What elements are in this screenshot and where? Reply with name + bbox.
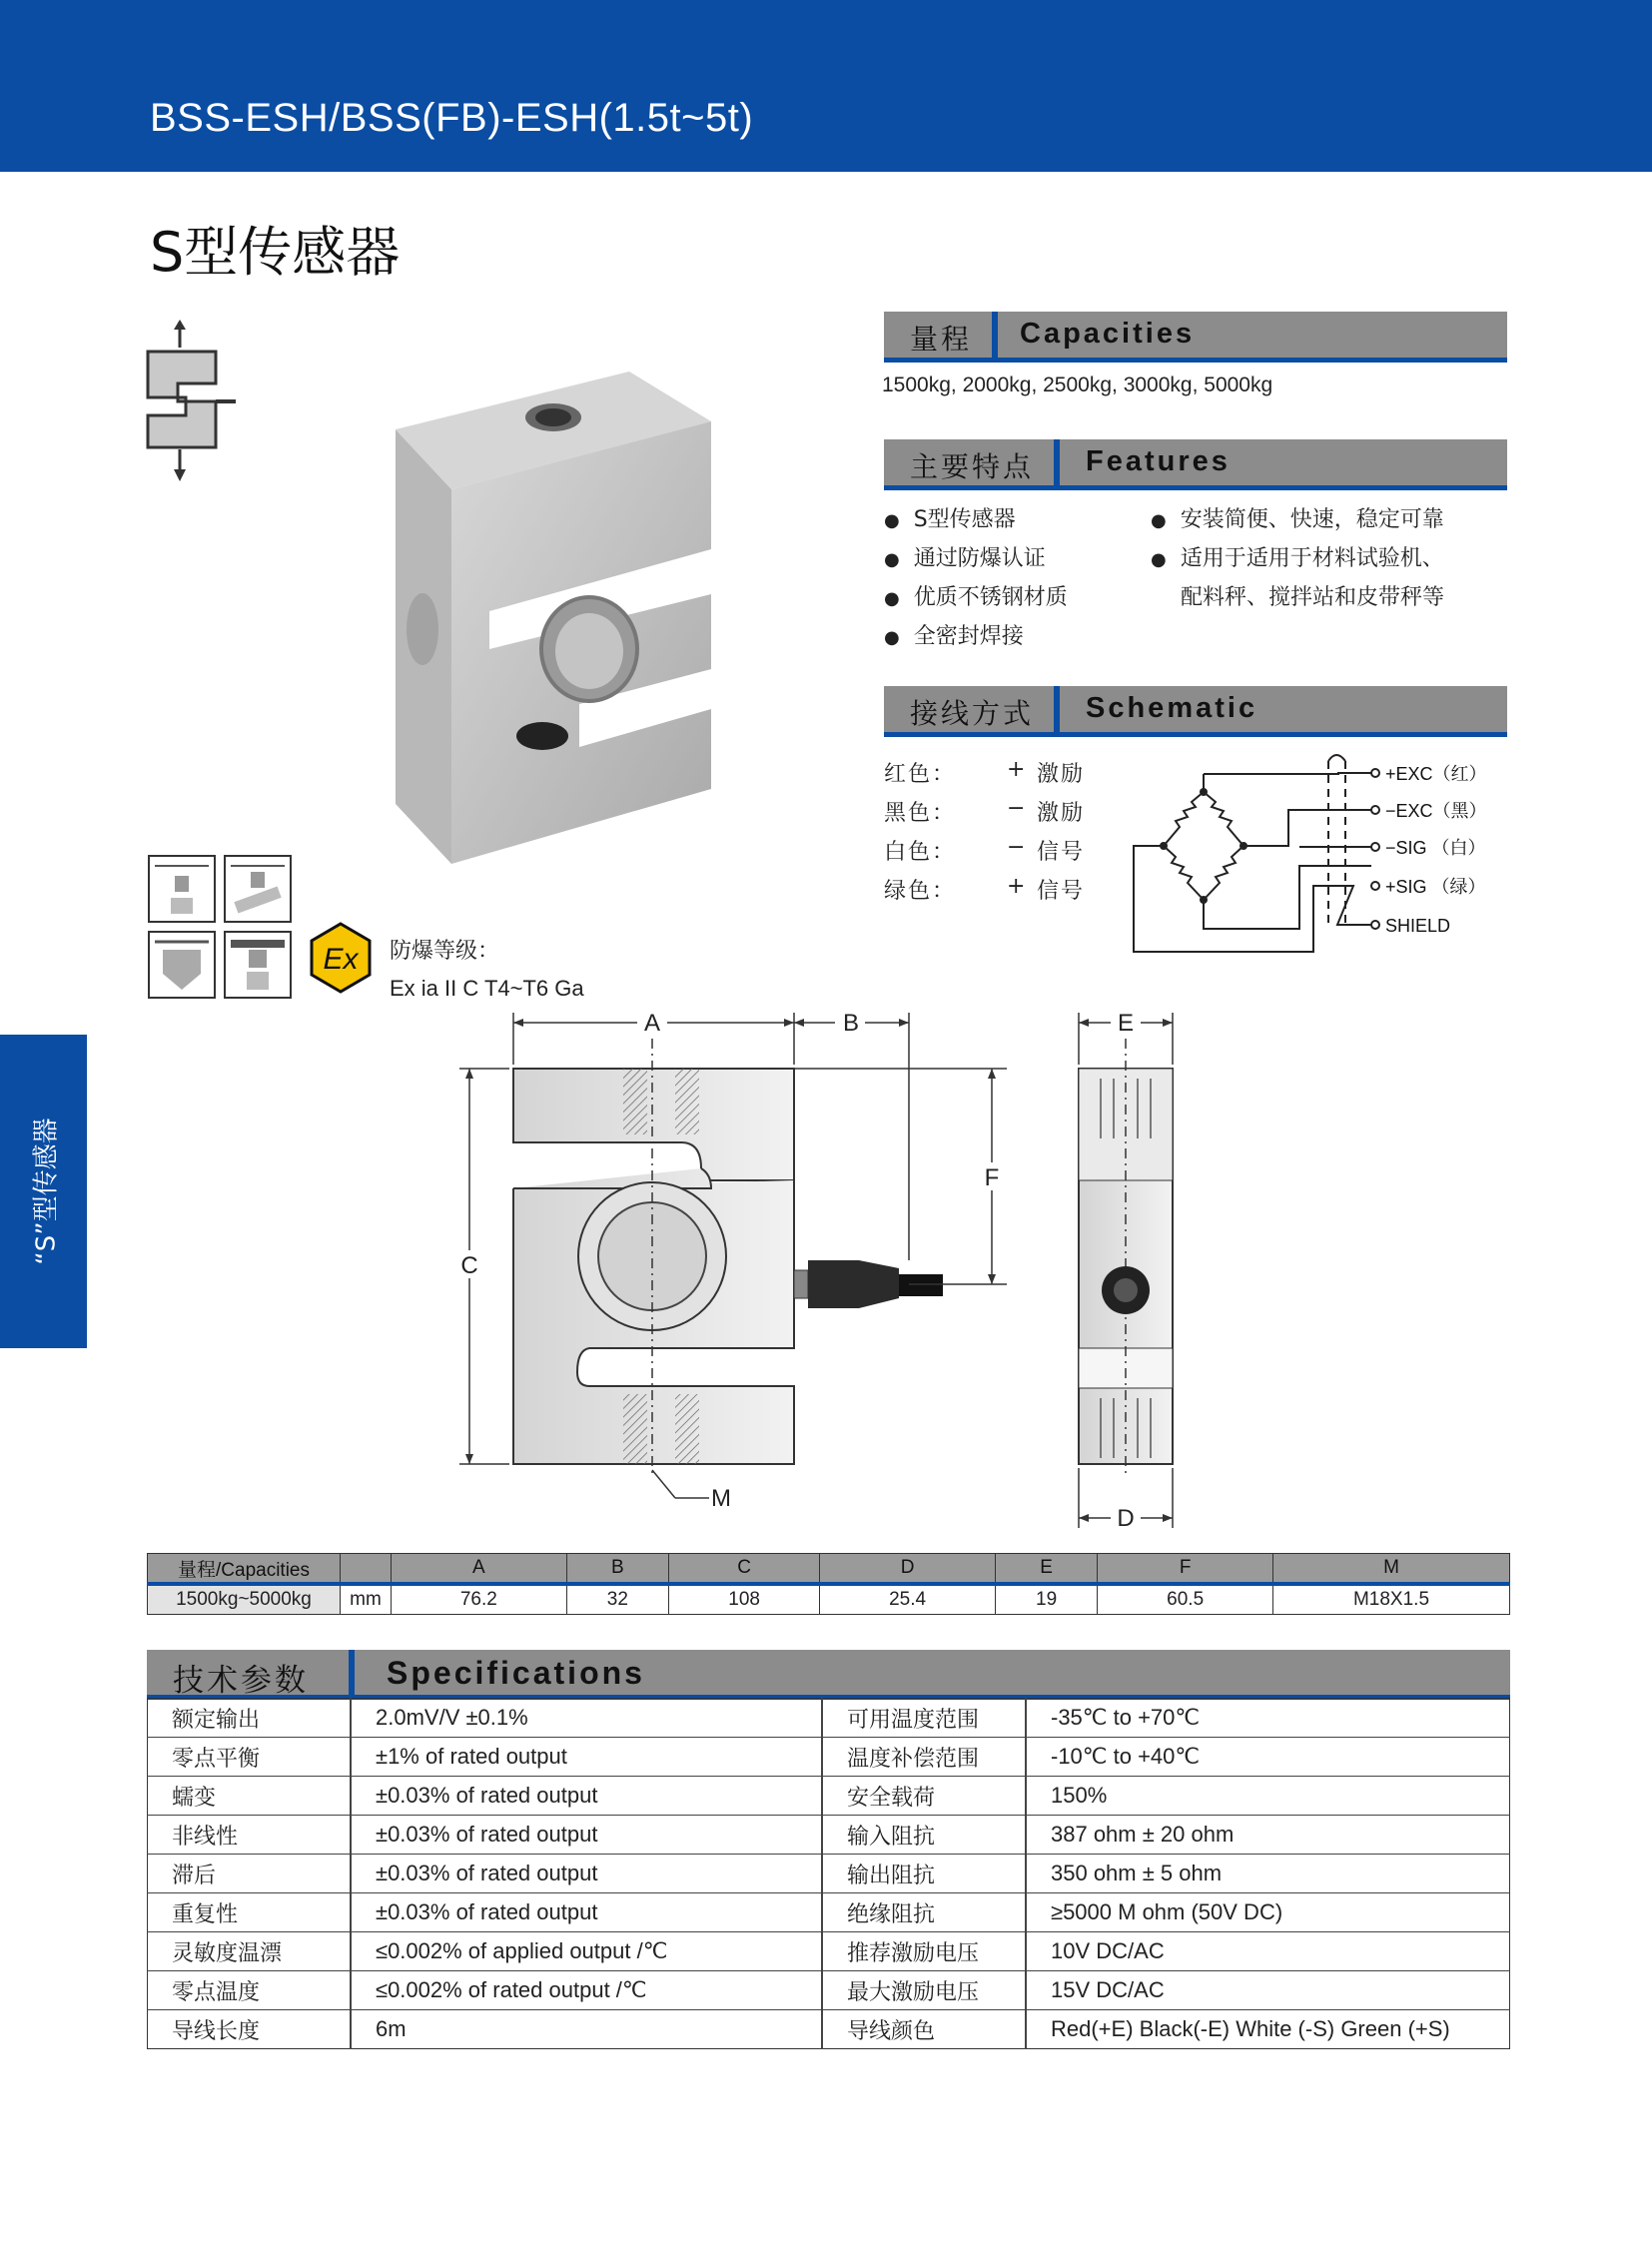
terminal-label: −SIG （白） (1385, 838, 1486, 858)
spec-label: 重复性 (148, 1893, 352, 1932)
terminal-label: SHIELD (1385, 916, 1451, 936)
spec-label: 零点平衡 (148, 1738, 352, 1777)
spec-label: 推荐激励电压 (822, 1932, 1026, 1971)
spec-value: Red(+E) Black(-E) White (-S) Green (+S) (1026, 2010, 1510, 2049)
specifications-separator (349, 1650, 355, 1695)
spec-value: -10℃ to +40℃ (1026, 1738, 1510, 1777)
terminal-label: −EXC（黑） (1385, 801, 1487, 821)
spec-row (148, 1855, 1510, 1893)
wire-function: 激励 (1037, 762, 1086, 787)
table-cell: 32 (566, 1584, 668, 1615)
table-cell: mm (341, 1584, 392, 1615)
terminal-label: +SIG （绿） (1385, 877, 1486, 897)
spec-row (148, 1971, 1510, 2010)
features-cn: 主要特点 (910, 450, 1035, 483)
specifications-table (147, 1698, 1510, 2049)
specifications-en: Specifications (387, 1655, 645, 1691)
spec-value: ±1% of rated output (351, 1738, 822, 1777)
spec-value: ±0.03% of rated output (351, 1816, 822, 1855)
spec-label: 额定输出 (172, 1706, 261, 1732)
spec-row (148, 1738, 1510, 1777)
spec-value: ≤0.002% of applied output /℃ (351, 1932, 822, 1971)
spec-label: 绝缘阻抗 (822, 1893, 1026, 1932)
page-title: S型传感器 (150, 221, 401, 284)
spec-row (148, 1699, 1510, 1738)
table-header-cell: C (669, 1554, 820, 1585)
wire-color: 黑色： (884, 801, 957, 826)
dimension-table (147, 1553, 1510, 1615)
ex-logo (308, 921, 374, 995)
table-header-cell: 量程/Capacities (148, 1554, 341, 1585)
specifications-bar (147, 1650, 1510, 1700)
spec-value: 387 ohm ± 20 ohm (1026, 1816, 1510, 1855)
spec-row (148, 2010, 1510, 2049)
schematic-en: Schematic (1086, 692, 1258, 724)
capacities-value: 1500kg, 2000kg, 2500kg, 3000kg, 5000kg (882, 374, 1273, 396)
wire-color: 红色： (884, 762, 957, 787)
spec-row (148, 1893, 1510, 1932)
table-header-cell: D (820, 1554, 996, 1585)
spec-row (148, 1816, 1510, 1855)
spec-value: -35℃ to +70℃ (1026, 1699, 1510, 1738)
dim-label: F (984, 1164, 1000, 1191)
wire-sign: − (1007, 796, 1028, 821)
capacities-bar (884, 312, 1507, 363)
dimension-table-header (148, 1554, 1510, 1585)
spec-label: 导线颜色 (822, 2010, 1026, 2049)
spec-label: 滞后 (148, 1855, 352, 1893)
features-bar (884, 439, 1507, 490)
spec-label: 最大激励电压 (822, 1971, 1026, 2010)
terminal-label: +EXC（红） (1385, 764, 1487, 784)
table-cell: M18X1.5 (1273, 1584, 1510, 1615)
feature-item: ● 安装简便、快速，稳定可靠 (1151, 502, 1444, 533)
capacities-cn: 量程 (910, 323, 973, 356)
feature-item: ● 全密封焊接 (884, 619, 1024, 650)
wire-color: 白色： (884, 840, 957, 865)
spec-label: 零点温度 (148, 1971, 352, 2010)
feature-item: ● 通过防爆认证 (884, 541, 1046, 572)
product-photo (380, 360, 739, 869)
table-cell: 108 (669, 1584, 820, 1615)
spec-label: 输入阻抗 (822, 1816, 1026, 1855)
spec-value: 150% (1026, 1777, 1510, 1816)
schematic-bar (884, 686, 1507, 737)
spec-label: 非线性 (148, 1816, 352, 1855)
spec-value: 350 ohm ± 5 ohm (1026, 1855, 1510, 1893)
wire-sign: + (1007, 874, 1028, 899)
spec-value: ≤0.002% of rated output /℃ (351, 1971, 822, 2010)
table-cell: 76.2 (392, 1584, 567, 1615)
spec-value: ±0.03% of rated output (351, 1893, 822, 1932)
capacities-en: Capacities (1020, 318, 1196, 350)
spec-value: ±0.03% of rated output (351, 1855, 822, 1893)
capacities-separator (992, 312, 998, 358)
table-header-cell: F (1098, 1554, 1273, 1585)
wire-color: 绿色： (884, 879, 957, 904)
spec-label: 安全载荷 (822, 1777, 1026, 1816)
table-header-cell: B (566, 1554, 668, 1585)
load-direction-icon (140, 318, 240, 489)
application-thumbnails (147, 854, 295, 1000)
features-separator (1054, 439, 1060, 485)
table-cell: 19 (995, 1584, 1097, 1615)
wire-function: 信号 (1037, 879, 1086, 904)
feature-item-continued: 配料秤、搅拌站和皮带秤等 (1181, 585, 1445, 610)
spec-label: 输出阻抗 (822, 1855, 1026, 1893)
bridge-circuit-diagram (1124, 739, 1503, 959)
table-header-cell: M (1273, 1554, 1510, 1585)
explosion-label: 防爆等级： (390, 939, 500, 964)
table-header-cell: A (392, 1554, 567, 1585)
wire-function: 信号 (1037, 840, 1086, 865)
features-en: Features (1086, 445, 1231, 477)
dim-label: B (842, 1010, 860, 1037)
model-title: BSS-ESH/BSS(FB)-ESH(1.5t~5t) (150, 96, 754, 140)
wire-function: 激励 (1037, 801, 1086, 826)
spec-row (148, 1777, 1510, 1816)
header-bar (0, 0, 1652, 172)
table-cell: 60.5 (1098, 1584, 1273, 1615)
explosion-value: Ex ia II C T4~T6 Ga (390, 976, 584, 1001)
table-header-cell: E (995, 1554, 1097, 1585)
spec-value: 6m (351, 2010, 822, 2049)
table-cell: 1500kg~5000kg (148, 1584, 341, 1615)
side-tab[interactable] (0, 1035, 87, 1348)
feature-item: ● S型传感器 (884, 502, 1016, 533)
specifications-cn: 技术参数 (173, 1663, 309, 1699)
spec-row (148, 1932, 1510, 1971)
spec-label: 蠕变 (148, 1777, 352, 1816)
ex-logo-text: Ex (323, 943, 359, 976)
dim-label: A (643, 1010, 661, 1037)
side-tab-label: “S”型传感器 (31, 1118, 62, 1265)
dimension-drawing (439, 999, 1199, 1528)
spec-label: 温度补偿范围 (822, 1738, 1026, 1777)
table-header-cell (341, 1554, 392, 1585)
spec-value: ≥5000 M ohm (50V DC) (1026, 1893, 1510, 1932)
spec-value: 2.0mV/V ±0.1% (351, 1699, 822, 1738)
spec-label: 导线长度 (148, 2010, 352, 2049)
wire-sign: − (1007, 835, 1028, 860)
spec-value: ±0.03% of rated output (351, 1777, 822, 1816)
dim-label: E (1117, 1010, 1135, 1037)
dim-label: C (460, 1252, 478, 1279)
spec-label: 灵敏度温漂 (148, 1932, 352, 1971)
spec-value: 10V DC/AC (1026, 1932, 1510, 1971)
dim-label: D (1117, 1505, 1135, 1528)
schematic-cn: 接线方式 (910, 697, 1035, 730)
dim-label: M (711, 1485, 731, 1512)
schematic-separator (1054, 686, 1060, 732)
table-cell: 25.4 (820, 1584, 996, 1615)
spec-label: 可用温度范围 (822, 1699, 1026, 1738)
feature-item: ● 优质不锈钢材质 (884, 580, 1068, 611)
wire-sign: + (1007, 757, 1028, 782)
table-row (148, 1584, 1510, 1615)
spec-value: 15V DC/AC (1026, 1971, 1510, 2010)
feature-item: ● 适用于适用于材料试验机、 (1151, 541, 1444, 572)
